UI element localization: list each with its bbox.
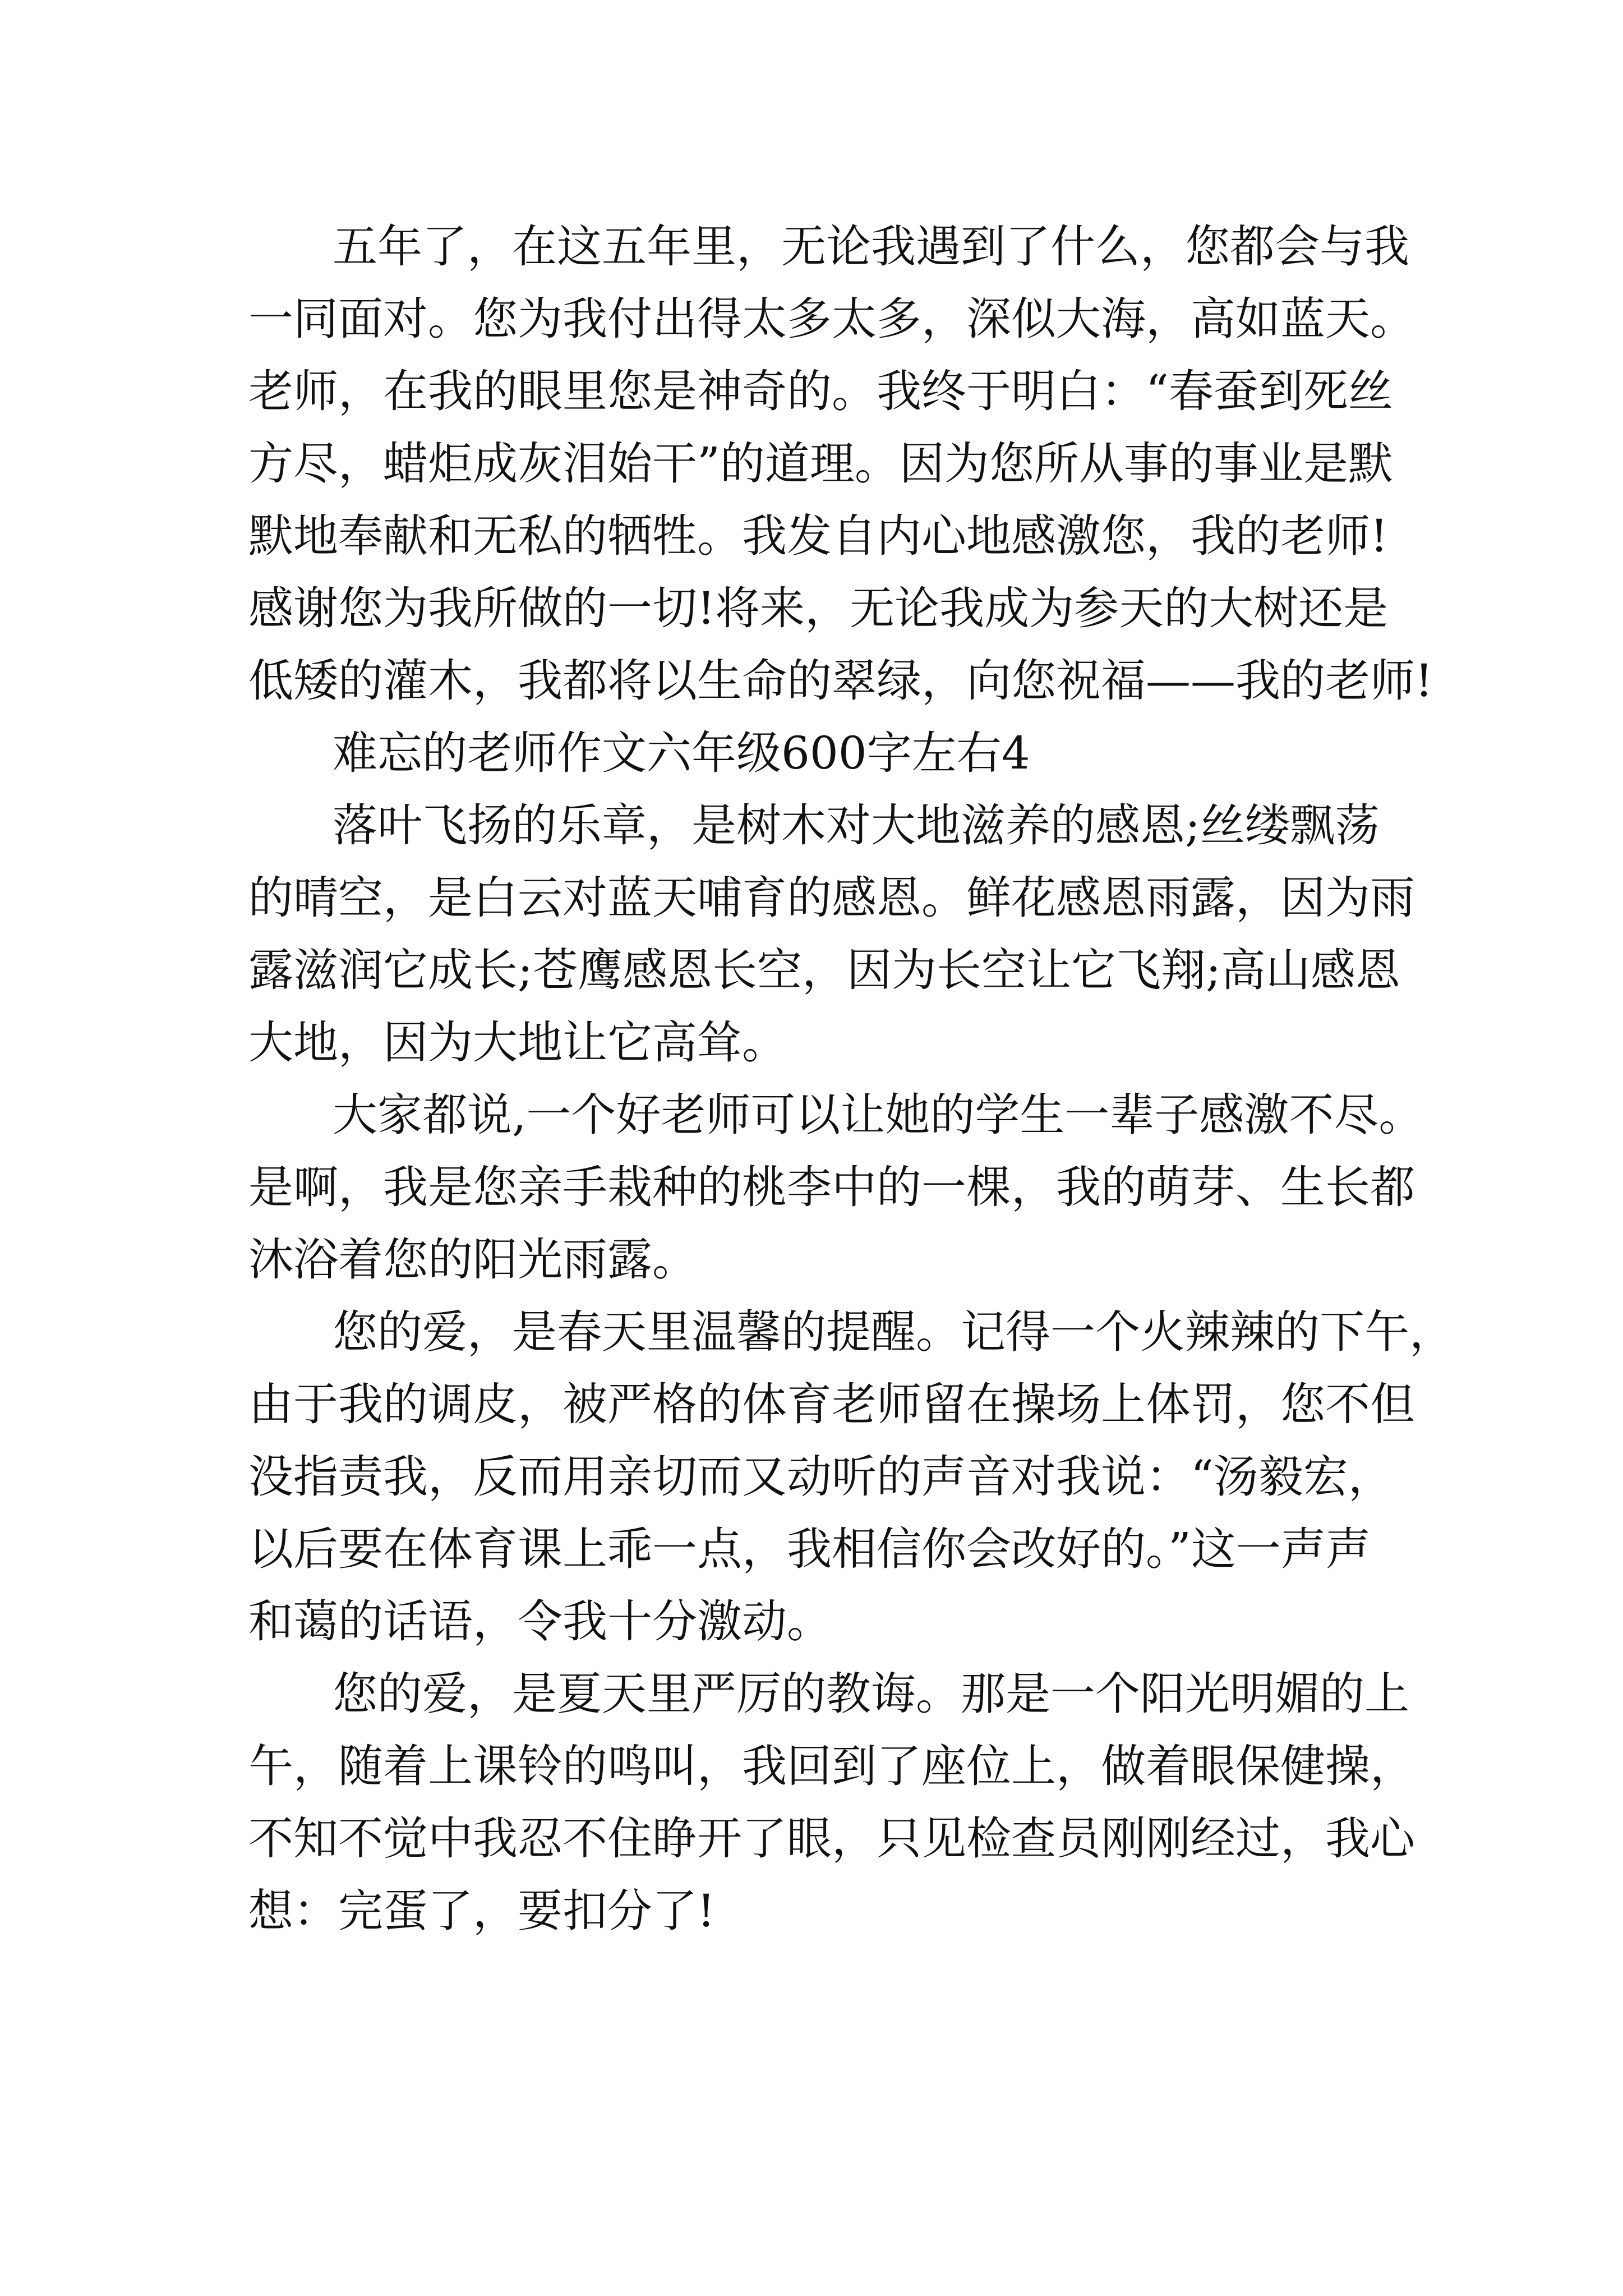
text-line: 没指责我，反而用亲切而又动听的声音对我说：“汤毅宏， [248,1451,1393,1503]
text-line: 一同面对。您为我付出得太多太多，深似大海，高如蓝天。 [248,293,1415,345]
text-line: 落叶飞扬的乐章，是树木对大地滋养的感恩;丝缕飘荡 [333,799,1380,852]
text-line: 方尽，蜡炬成灰泪始干”的道理。因为您所从事的事业是默 [248,438,1393,490]
text-line: 不知不觉中我忍不住睁开了眼，只见检查员刚刚经过，我心 [248,1812,1415,1865]
text-line: 您的爱，是春天里温馨的提醒。记得一个火辣辣的下午， [333,1306,1454,1358]
text-line: 的晴空，是白云对蓝天哺育的感恩。鲜花感恩雨露，因为雨 [248,872,1415,924]
text-line: 大地，因为大地让它高耸。 [248,1016,787,1069]
text-line: 和蔼的话语，令我十分激动。 [248,1595,832,1648]
paragraph [248,210,1433,717]
document-body [248,210,1454,1947]
paragraph [248,1658,1415,1947]
text-line: 由于我的调皮，被严格的体育老师留在操场上体罚，您不但 [248,1378,1415,1430]
text-line: 大家都说,一个好老师可以让她的学生一辈子感激不尽。 [333,1089,1424,1141]
paragraph [248,1079,1424,1296]
text-line: 五年了，在这五年里，无论我遇到了什么，您都会与我 [333,220,1409,273]
heading-text: 难忘的老师作文六年级600字左右4 [333,727,1030,779]
text-line: 露滋润它成长;苍鹰感恩长空，因为长空让它飞翔;高山感恩 [248,944,1400,996]
text-line: 午，随着上课铃的鸣叫，我回到了座位上，做着眼保健操， [248,1740,1415,1792]
text-line: 您的爱，是夏天里严厉的教诲。那是一个阳光明媚的上 [333,1668,1409,1720]
text-line: 老师，在我的眼里您是神奇的。我终于明白：“春蚕到死丝 [248,365,1393,417]
text-line: 低矮的灌木，我都将以生命的翠绿，向您祝福——我的老师! [248,655,1433,707]
paragraph [248,1296,1454,1658]
text-line: 以后要在体育课上乖一点，我相信你会改好的。”这一声声 [248,1523,1371,1575]
section-heading [248,717,1381,789]
text-line: 是啊，我是您亲手栽种的桃李中的一棵，我的萌芽、生长都 [248,1161,1415,1213]
text-line: 想：完蛋了，要扣分了! [248,1885,716,1937]
paragraph [248,789,1415,1079]
text-line: 感谢您为我所做的一切!将来，无论我成为参天的大树还是 [248,582,1389,634]
text-line: 沐浴着您的阳光雨露。 [248,1234,697,1286]
text-line: 默地奉献和无私的牺牲。我发自内心地感激您，我的老师! [248,510,1389,562]
